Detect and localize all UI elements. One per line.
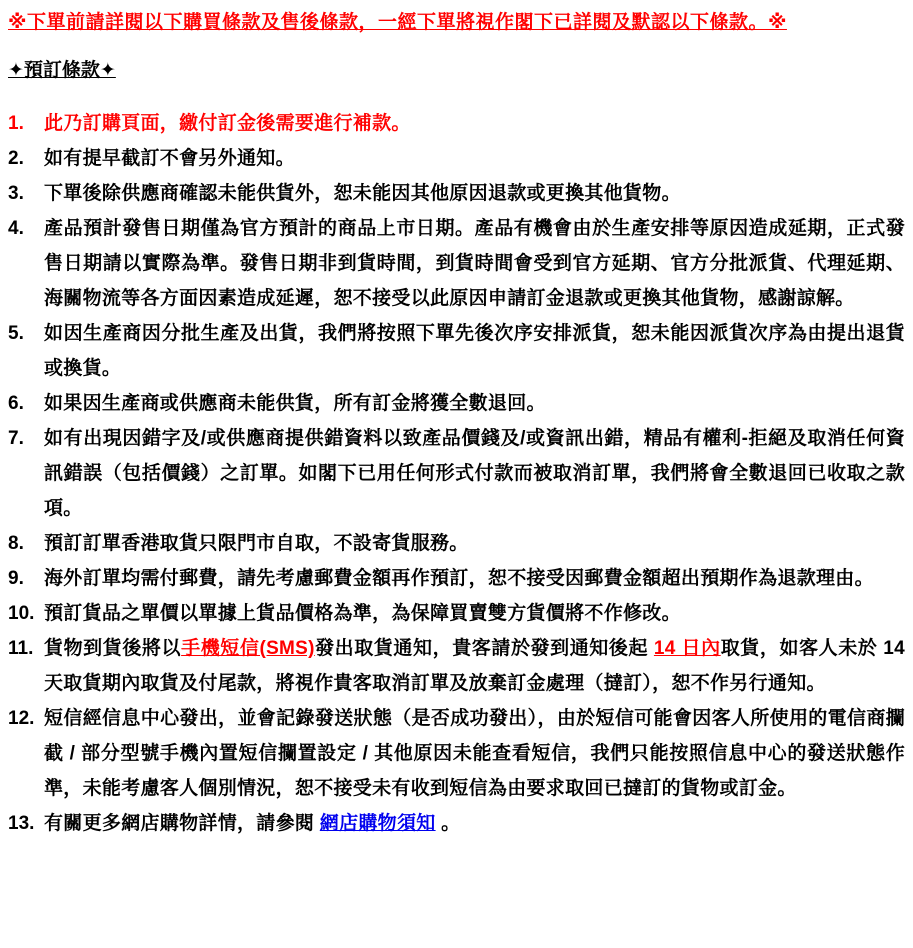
term-text [44, 701, 905, 806]
term-item [8, 701, 905, 806]
term-segment: 此乃訂購頁面，繳付訂金後需要進行補款。 [44, 113, 411, 134]
term-text [44, 211, 905, 316]
term-item [8, 561, 905, 596]
term-number: 11. [8, 638, 34, 659]
page-title: ※下單前請詳閱以下購買條款及售後條款，一經下單將視作閣下已詳閱及默認以下條款。※ [8, 12, 787, 33]
term-text [44, 631, 905, 701]
term-segment: 海外訂單均需付郵費，請先考慮郵費金額再作預訂，恕不接受因郵費金額超出預期作為退款理由。 [44, 568, 874, 589]
term-text [44, 526, 905, 561]
term-item [8, 386, 905, 421]
term-segment: 短信經信息中心發出，並會記錄發送狀態（是否成功發出），由於短信可能會因客人所使用的電信商攔截 / 部分型號手機內置短信攔置設定 / 其他原因未能查看短信，我們只能按照信息中心的發送狀態作準，未能考慮客人個別情況，恕不接受未有收到短信為由要求取回已撻訂的貨物或訂金。 [44, 708, 905, 799]
term-item [8, 596, 905, 631]
term-text [44, 106, 905, 141]
term-number: 1. [8, 113, 24, 134]
shop-guide-link[interactable]: 網店購物須知 [319, 813, 436, 834]
section-heading: ✦預訂條款✦ [8, 60, 116, 81]
term-segment: 發出取貨通知，貴客請於發到通知後起 [314, 638, 654, 659]
term-segment: 如有出現因錯字及/或供應商提供錯資料以致產品價錢及/或資訊出錯，精品有權利-拒絕及取消任何資訊錯誤（包括價錢）之訂單。如閣下已用任何形式付款而被取消訂單，我們將會全數退回已收取之款項。 [44, 428, 905, 519]
term-item [8, 421, 905, 526]
pickup-deadline-highlight: 14 日內 [653, 638, 721, 659]
sms-highlight: 手機短信(SMS) [181, 638, 315, 659]
term-text [44, 176, 905, 211]
term-text [44, 806, 905, 841]
term-number: 3. [8, 183, 24, 204]
term-segment: 預訂貨品之單價以單據上貨品價格為準，為保障買賣雙方貨價將不作修改。 [44, 603, 681, 624]
term-segment: 預訂訂單香港取貨只限門市自取，不設寄貨服務。 [44, 533, 469, 554]
term-number: 6. [8, 393, 24, 414]
term-segment: 。 [435, 813, 461, 834]
term-item [8, 106, 905, 141]
term-text [44, 561, 905, 596]
term-segment: 如果因生產商或供應商未能供貨，所有訂金將獲全數退回。 [44, 393, 546, 414]
term-segment: 產品預計發售日期僅為官方預計的商品上市日期。產品有機會由於生產安排等原因造成延期，正式發售日期請以實際為準。發售日期非到貨時間，到貨時間會受到官方延期、官方分批派貨、代理延期、海關物流等各方面因素造成延遲，恕不接受以此原因申請訂金退款或更換其他貨物，感謝諒解。 [44, 218, 905, 309]
term-item [8, 141, 905, 176]
terms-list [8, 106, 905, 841]
term-segment: 有關更多網店購物詳情，請參閱 [44, 813, 320, 834]
term-item [8, 316, 905, 386]
term-text [44, 316, 905, 386]
term-number: 12. [8, 708, 35, 729]
term-item [8, 631, 905, 701]
term-number: 2. [8, 148, 24, 169]
term-item [8, 211, 905, 316]
term-number: 9. [8, 568, 24, 589]
term-segment: 貨物到貨後將以 [44, 638, 182, 659]
term-text [44, 141, 905, 176]
term-item [8, 526, 905, 561]
term-number: 4. [8, 218, 24, 239]
term-segment: 如有提早截訂不會另外通知。 [44, 148, 295, 169]
term-text [44, 386, 905, 421]
term-number: 10. [8, 603, 35, 624]
term-text [44, 421, 905, 526]
term-item [8, 176, 905, 211]
term-segment: 如因生產商因分批生產及出貨，我們將按照下單先後次序安排派貨，恕未能因派貨次序為由提出退貨或換貨。 [44, 323, 905, 379]
term-number: 13. [8, 813, 35, 834]
term-item [8, 806, 905, 841]
term-text [44, 596, 905, 631]
term-number: 5. [8, 323, 24, 344]
term-segment: 下單後除供應商確認未能供貨外，恕未能因其他原因退款或更換其他貨物。 [44, 183, 681, 204]
term-number: 7. [8, 428, 24, 449]
term-segment: 取貨，如客人未於 14 天取貨期內取貨及付尾款，將視作貴客取消訂單及放棄訂金處理（撻訂），恕不作另行通知。 [44, 638, 905, 694]
term-number: 8. [8, 533, 24, 554]
